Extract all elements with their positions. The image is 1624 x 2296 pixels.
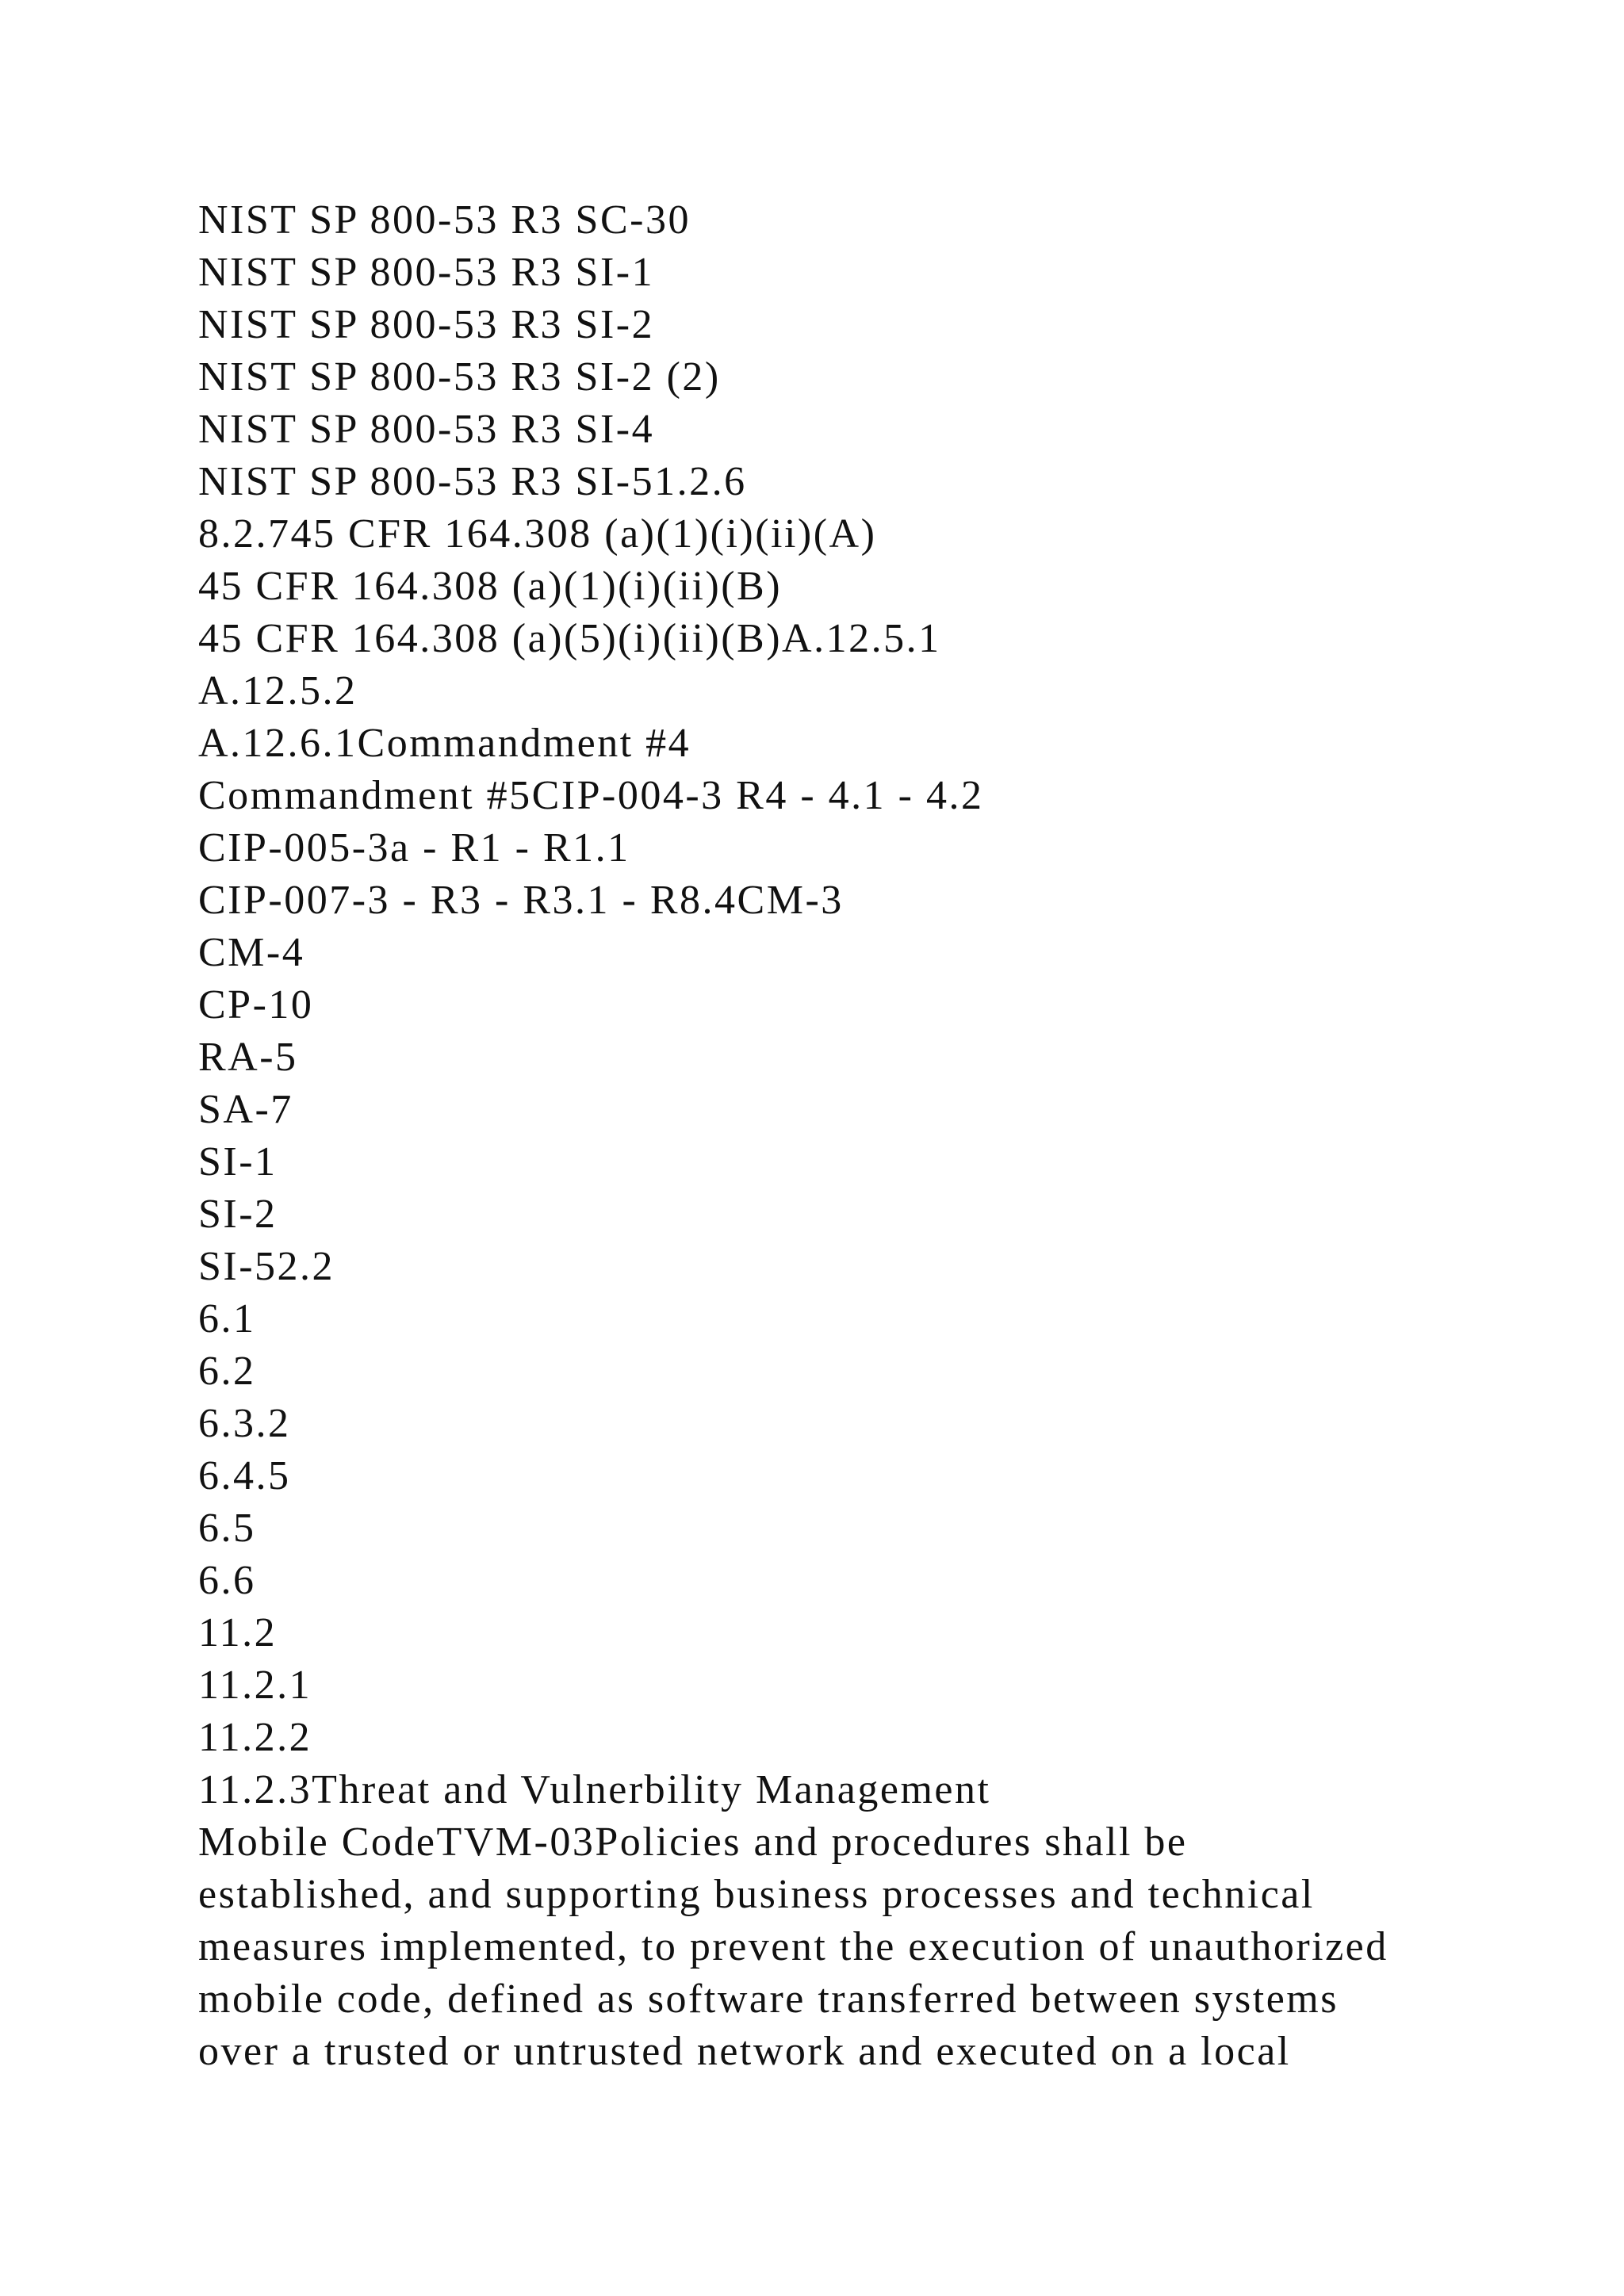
document-body xyxy=(198,194,1507,2078)
text-line: Mobile CodeTVM-03Policies and procedures shall be xyxy=(198,1820,1188,1865)
text-line: over a trusted or untrusted network and executed on a local xyxy=(198,2029,1291,2074)
text-line: Commandment #5CIP-004-3 R4 - 4.1 - 4.2 xyxy=(198,773,984,818)
text-line: A.12.6.1Commandment #4 xyxy=(198,721,691,766)
text-line: CM-4 xyxy=(198,930,305,975)
text-line: A.12.5.2 xyxy=(198,668,358,714)
text-line: RA-5 xyxy=(198,1035,298,1080)
text-line: 45 CFR 164.308 (a)(5)(i)(ii)(B)A.12.5.1 xyxy=(198,616,941,661)
text-line: NIST SP 800-53 R3 SI-2 (2) xyxy=(198,354,721,400)
text-line: NIST SP 800-53 R3 SI-51.2.6 xyxy=(198,459,747,504)
text-line: NIST SP 800-53 R3 SI-2 xyxy=(198,302,655,347)
text-line: mobile code, defined as software transferred between systems xyxy=(198,1976,1339,2022)
text-line: 11.2.2 xyxy=(198,1715,312,1760)
text-line: CIP-005-3a - R1 - R1.1 xyxy=(198,825,630,871)
text-line: 6.3.2 xyxy=(198,1401,291,1446)
text-line: SI-1 xyxy=(198,1139,278,1184)
text-line: 6.5 xyxy=(198,1506,256,1551)
text-line: 11.2.3Threat and Vulnerbility Management xyxy=(198,1767,991,1812)
text-line: 11.2 xyxy=(198,1610,278,1655)
text-line: 45 CFR 164.308 (a)(1)(i)(ii)(B) xyxy=(198,564,783,609)
text-line: SI-52.2 xyxy=(198,1244,335,1289)
text-line: established, and supporting business processes and technical xyxy=(198,1872,1315,1917)
text-line: 6.4.5 xyxy=(198,1453,291,1498)
text-line: 11.2.1 xyxy=(198,1663,312,1708)
text-line: 6.1 xyxy=(198,1296,256,1341)
text-line: 6.6 xyxy=(198,1558,256,1603)
text-line: NIST SP 800-53 R3 SI-4 xyxy=(198,407,655,452)
text-line: measures implemented, to prevent the execution of unauthorized xyxy=(198,1924,1388,1969)
text-line: SA-7 xyxy=(198,1087,293,1132)
text-line: 6.2 xyxy=(198,1349,256,1394)
text-line: CP-10 xyxy=(198,982,314,1027)
text-line: CIP-007-3 - R3 - R3.1 - R8.4CM-3 xyxy=(198,878,844,923)
text-line: 8.2.745 CFR 164.308 (a)(1)(i)(ii)(A) xyxy=(198,511,877,557)
text-line: NIST SP 800-53 R3 SC-30 xyxy=(198,197,691,243)
text-line: NIST SP 800-53 R3 SI-1 xyxy=(198,250,655,295)
text-line: SI-2 xyxy=(198,1192,278,1237)
